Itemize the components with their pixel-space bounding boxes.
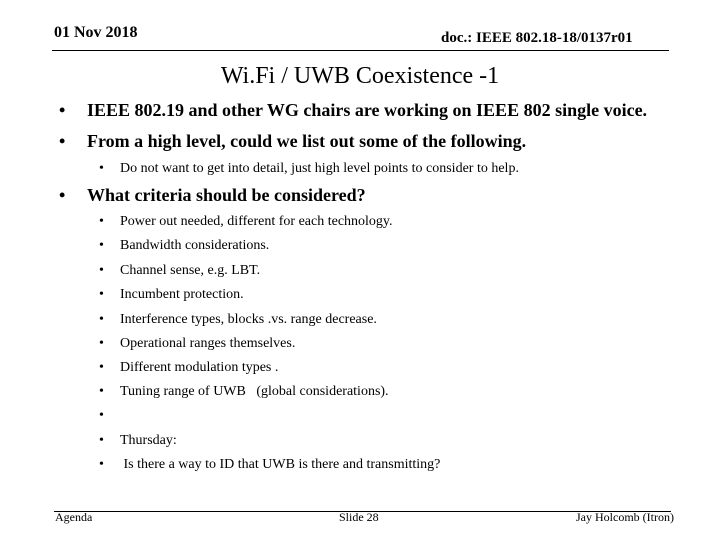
- bullet-text: From a high level, could we list out some of the following.: [87, 131, 527, 151]
- bullet-marker: •: [59, 131, 66, 151]
- sub-bullet-text: Incumbent protection.: [120, 287, 244, 302]
- sub-bullet-text: Bandwidth considerations.: [120, 238, 270, 253]
- header-divider: [52, 50, 669, 51]
- footer-slide-number: Slide 28: [339, 510, 379, 524]
- sub-bullet-marker: •: [99, 384, 104, 399]
- sub-bullet-marker: •: [99, 214, 104, 229]
- sub-bullet-marker: •: [99, 312, 104, 327]
- sub-bullet-text: Thursday:: [120, 433, 177, 448]
- sub-bullet-marker: •: [99, 433, 104, 448]
- sub-bullet-marker: •: [99, 336, 104, 351]
- sub-bullet-text: Do not want to get into detail, just high level points to consider to help.: [120, 161, 519, 176]
- sub-bullet-marker: •: [99, 360, 104, 375]
- sub-bullet-marker: •: [99, 263, 104, 278]
- bullet-marker: •: [59, 100, 66, 120]
- bullet-text: IEEE 802.19 and other WG chairs are working on IEEE 802 single voice.: [87, 100, 648, 120]
- footer-left: Agenda: [55, 510, 93, 524]
- sub-bullet-text: Power out needed, different for each technology.: [120, 214, 393, 229]
- sub-bullet-text: Is there a way to ID that UWB is there and transmitting?: [120, 457, 441, 472]
- sub-bullet-text: Interference types, blocks .vs. range decrease.: [120, 312, 377, 327]
- bullet-text: What criteria should be considered?: [87, 185, 366, 205]
- slide-title: Wi.Fi / UWB Coexistence -1: [220, 63, 500, 89]
- bullet-marker: •: [59, 185, 66, 205]
- sub-bullet-text: Channel sense, e.g. LBT.: [120, 263, 261, 278]
- sub-bullet-text: Different modulation types .: [120, 360, 279, 375]
- sub-bullet-text: Tuning range of UWB (global considerations).: [120, 384, 389, 399]
- sub-bullet-marker: •: [99, 408, 104, 423]
- header-doc-id: doc.: IEEE 802.18-18/0137r01: [441, 30, 633, 46]
- sub-bullet-marker: •: [99, 457, 104, 472]
- sub-bullet-marker: •: [99, 238, 104, 253]
- footer-author: Jay Holcomb (Itron): [576, 510, 674, 524]
- sub-bullet-text: Operational ranges themselves.: [120, 336, 296, 351]
- sub-bullet-marker: •: [99, 161, 104, 176]
- header-date: 01 Nov 2018: [54, 24, 138, 41]
- sub-bullet-marker: •: [99, 287, 104, 302]
